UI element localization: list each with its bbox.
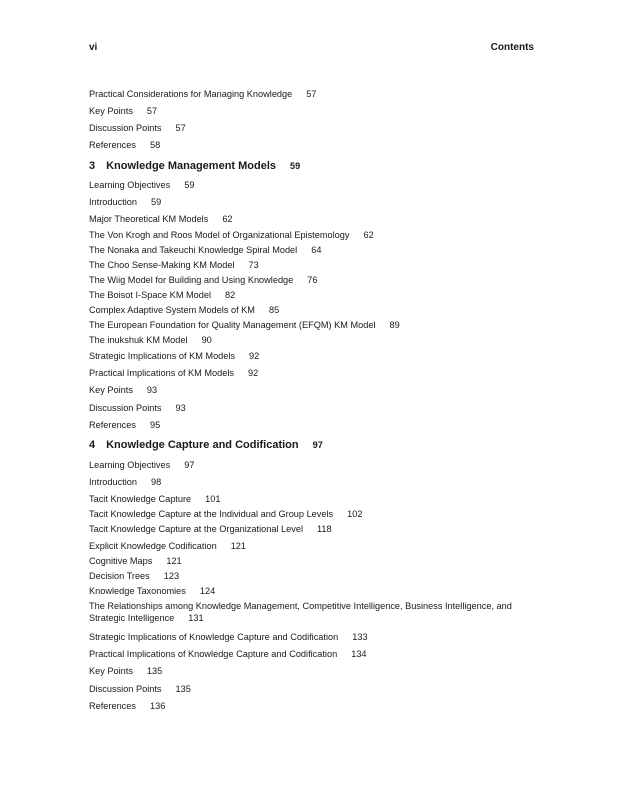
toc-entry-page: 97 — [184, 460, 195, 470]
toc-entry-page: 57 — [306, 89, 317, 99]
toc-entry-page: 57 — [146, 106, 158, 116]
toc-entry-page: 98 — [151, 477, 162, 487]
toc-entry — [89, 555, 182, 567]
toc-entry-title: References — [89, 140, 136, 150]
toc-entry — [89, 139, 160, 151]
toc-entry — [89, 367, 258, 379]
toc-entry-title: Complex Adaptive System Models of KM — [89, 305, 255, 315]
toc-entry-title: Discussion Points — [89, 684, 162, 694]
toc-entry-title: Major Theoretical KM Models — [89, 214, 209, 224]
toc-entry-page: 118 — [317, 524, 332, 534]
toc-entry-page: 101 — [205, 494, 221, 504]
toc-entry-page: 73 — [248, 260, 259, 270]
toc-entry-page: 59 — [184, 180, 195, 190]
toc-entry-title: Introduction — [89, 477, 138, 487]
toc-entry-page: 85 — [268, 305, 280, 315]
toc-entry-page: 134 — [351, 649, 367, 659]
toc-entry-title: Cognitive Maps — [89, 556, 153, 566]
toc-entry-page: 93 — [146, 385, 158, 395]
toc-entry-title: Strategic Implications of KM Models — [89, 351, 236, 361]
toc-entry — [89, 508, 362, 520]
toc-entry-title: References — [89, 420, 136, 430]
toc-entry-title: Knowledge Taxonomies — [89, 586, 186, 596]
toc-entry-title: Practical Implications of Knowledge Capture and Codification — [89, 649, 338, 659]
toc-entry — [89, 384, 157, 396]
toc-entry-title: The Nonaka and Takeuchi Knowledge Spiral Model — [89, 245, 298, 255]
toc-entry-page: 57 — [175, 123, 186, 133]
toc-entry — [89, 540, 246, 552]
toc-entry-page: 131 — [188, 613, 204, 623]
toc-entry — [89, 274, 318, 286]
toc-entry-page: 92 — [249, 351, 260, 361]
toc-entry — [89, 700, 165, 712]
toc-entry-title: Key Points — [89, 666, 133, 676]
toc-entry — [89, 289, 235, 301]
toc-entry-page: 136 — [149, 701, 166, 711]
toc-entry — [89, 523, 332, 535]
toc-entry — [89, 493, 221, 505]
toc-entry-title: Strategic Implications of Knowledge Capture and Codification — [89, 632, 339, 642]
toc-entry-page: 62 — [222, 214, 233, 224]
chapter-heading — [89, 160, 300, 172]
toc-entry-title: Practical Implications of KM Models — [89, 368, 235, 378]
toc-entry — [89, 229, 374, 241]
toc-entry-title: Learning Objectives — [89, 180, 171, 190]
toc-entry-title: Key Points — [89, 106, 133, 116]
toc-entry — [89, 334, 212, 346]
toc-entry-page: 102 — [347, 509, 363, 519]
toc-entry — [89, 196, 161, 208]
header-title: Contents — [490, 42, 534, 53]
toc-entry-page: 82 — [225, 290, 236, 300]
toc-entry-title: Learning Objectives — [89, 460, 171, 470]
chapter-heading — [89, 439, 323, 451]
toc-entry-page: 58 — [149, 140, 161, 150]
toc-entry-title: The Choo Sense-Making KM Model — [89, 260, 235, 270]
toc-entry — [89, 179, 194, 191]
toc-entry — [89, 683, 191, 695]
toc-entry — [89, 304, 279, 316]
toc-entry-title: Key Points — [89, 385, 133, 395]
toc-entry-title: The Wiig Model for Building and Using Knowledge — [89, 275, 294, 285]
toc-entry-page: 135 — [146, 666, 163, 676]
toc-entry-title: The Von Krogh and Roos Model of Organizational Epistemology — [89, 230, 350, 240]
toc-entry-page: 124 — [199, 586, 216, 596]
toc-entry-page: 64 — [311, 245, 322, 255]
toc-entry — [89, 459, 194, 471]
toc-entry-page: 59 — [151, 197, 162, 207]
toc-entry — [89, 648, 367, 660]
toc-entry-page: 121 — [166, 556, 182, 566]
toc-entry — [89, 665, 162, 677]
toc-entry — [89, 122, 186, 134]
toc-entry-title: Discussion Points — [89, 123, 162, 133]
toc-entry-title: Discussion Points — [89, 403, 162, 413]
toc-entry — [89, 213, 233, 225]
toc-entry — [89, 402, 186, 414]
toc-entry — [89, 319, 400, 331]
toc-entry-title: Tacit Knowledge Capture — [89, 494, 192, 504]
toc-entry — [89, 244, 321, 256]
toc-entry-title: Tacit Knowledge Capture at the Individual and Group Levels — [89, 509, 334, 519]
toc-entry-title: References — [89, 701, 136, 711]
toc-entry-title: The Relationships among Knowledge Management, Competitive Intelligence, Business Intelligence, and Strategic Intelligence — [89, 601, 512, 623]
toc-entry-title: The Boisot I-Space KM Model — [89, 290, 212, 300]
toc-entry-title: Explicit Knowledge Codification — [89, 541, 217, 551]
toc-entry — [89, 570, 179, 582]
toc-entry — [89, 350, 259, 362]
toc-entry — [89, 419, 160, 431]
toc-entry-page: 92 — [248, 368, 259, 378]
toc-entry-title: Introduction — [89, 197, 138, 207]
toc-entry-page: 93 — [175, 403, 186, 413]
toc-entry-title: The European Foundation for Quality Management (EFQM) KM Model — [89, 320, 376, 330]
toc-entry-page: 95 — [149, 420, 161, 430]
toc-entry-title: Tacit Knowledge Capture at the Organizational Level — [89, 524, 303, 534]
toc-entry — [89, 585, 215, 597]
toc-entry-page: 76 — [307, 275, 318, 285]
chapter-title: 4 Knowledge Capture and Codification — [89, 439, 299, 451]
chapter-title: 3 Knowledge Management Models — [89, 160, 277, 172]
toc-entry-title: Decision Trees — [89, 571, 150, 581]
toc-entry — [89, 600, 539, 624]
toc-entry-page: 121 — [230, 541, 247, 551]
toc-entry-title: Practical Considerations for Managing Knowledge — [89, 89, 293, 99]
toc-entry-page: 133 — [352, 632, 368, 642]
toc-entry — [89, 105, 157, 117]
header-page-number: vi — [89, 42, 98, 53]
toc-entry-title: The inukshuk KM Model — [89, 335, 188, 345]
chapter-page: 97 — [312, 440, 323, 450]
toc-entry-page: 135 — [175, 684, 191, 694]
toc-entry-page: 90 — [201, 335, 212, 345]
toc-entry-page: 89 — [389, 320, 400, 330]
toc-entry — [89, 476, 161, 488]
toc-entry — [89, 88, 317, 100]
toc-entry — [89, 259, 259, 271]
toc-entry-page: 123 — [163, 571, 180, 581]
running-header — [89, 42, 534, 56]
chapter-page: 59 — [290, 161, 301, 171]
toc-entry-page: 62 — [363, 230, 374, 240]
toc-entry — [89, 631, 368, 643]
